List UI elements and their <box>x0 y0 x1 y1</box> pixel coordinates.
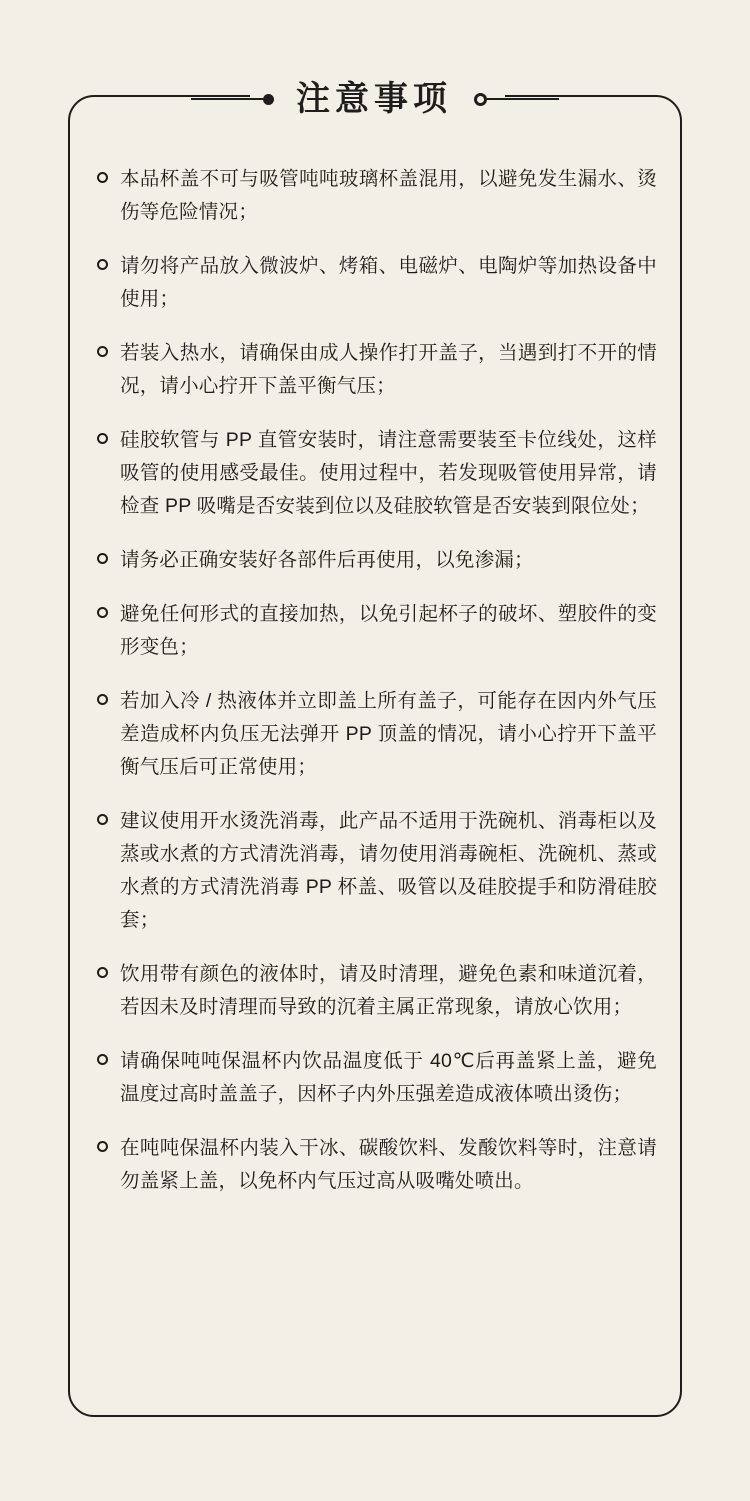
bullet-icon <box>97 346 108 357</box>
list-item <box>97 544 657 577</box>
notice-text: 请确保吨吨保温杯内饮品温度低于 40℃后再盖紧上盖，避免温度过高时盖盖子，因杯子内外压强差造成液体喷出烫伤； <box>120 1050 657 1105</box>
notice-text: 本品杯盖不可与吸管吨吨玻璃杯盖混用，以避免发生漏水、烫伤等危险情况； <box>120 168 657 223</box>
notice-text: 请务必正确安装好各部件后再使用，以免渗漏； <box>120 549 534 571</box>
header-right-rule <box>487 98 559 100</box>
list-item <box>97 1132 657 1198</box>
list-item <box>97 805 657 937</box>
bullet-icon <box>97 694 108 705</box>
bullet-icon <box>97 1141 108 1152</box>
list-item <box>97 337 657 403</box>
list-item <box>97 163 657 229</box>
bullet-icon <box>97 433 108 444</box>
list-item <box>97 424 657 523</box>
notice-text: 若加入冷 / 热液体并立即盖上所有盖子，可能存在因内外气压差造成杯内负压无法弹开 PP 顶盖的情况，请小心拧开下盖平衡气压后可正常使用； <box>120 690 657 778</box>
notice-text: 硅胶软管与 PP 直管安装时，请注意需要装至卡位线处，这样吸管的使用感受最佳。使用过程中，若发现吸管使用异常，请检查 PP 吸嘴是否安装到位以及硅胶软管是否安装到限位处； <box>120 429 657 517</box>
page-title: 注意事项 <box>296 80 452 118</box>
bullet-icon <box>97 259 108 270</box>
notice-text: 避免任何形式的直接加热，以免引起杯子的破坏、塑胶件的变形变色； <box>120 603 657 658</box>
notice-list <box>97 163 657 1219</box>
list-item <box>97 250 657 316</box>
notice-text: 在吨吨保温杯内装入干冰、碳酸饮料、发酸饮料等时，注意请勿盖紧上盖，以免杯内气压过高从吸嘴处喷出。 <box>120 1137 657 1192</box>
list-item <box>97 958 657 1024</box>
bullet-icon <box>97 172 108 183</box>
notice-text: 饮用带有颜色的液体时，请及时清理，避免色素和味道沉着，若因未及时清理而导致的沉着主属正常现象，请放心饮用； <box>120 963 657 1018</box>
notice-text: 请勿将产品放入微波炉、烤箱、电磁炉、电陶炉等加热设备中使用； <box>120 255 657 310</box>
bullet-icon <box>97 553 108 564</box>
notice-text: 若装入热水，请确保由成人操作打开盖子，当遇到打不开的情况，请小心拧开下盖平衡气压； <box>120 342 657 397</box>
bullet-icon <box>97 607 108 618</box>
filled-dot-icon <box>263 94 274 105</box>
hollow-dot-icon <box>474 93 487 106</box>
page-header <box>68 72 682 126</box>
bullet-icon <box>97 1054 108 1065</box>
notice-text: 建议使用开水烫洗消毒，此产品不适用于洗碗机、消毒柜以及蒸或水煮的方式清洗消毒，请勿使用消毒碗柜、洗碗机、蒸或水煮的方式清洗消毒 PP 杯盖、吸管以及硅胶提手和防滑硅胶套； <box>120 810 657 931</box>
list-item <box>97 598 657 664</box>
list-item <box>97 685 657 784</box>
header-left-rule <box>191 98 263 100</box>
bullet-icon <box>97 967 108 978</box>
list-item <box>97 1045 657 1111</box>
bullet-icon <box>97 814 108 825</box>
